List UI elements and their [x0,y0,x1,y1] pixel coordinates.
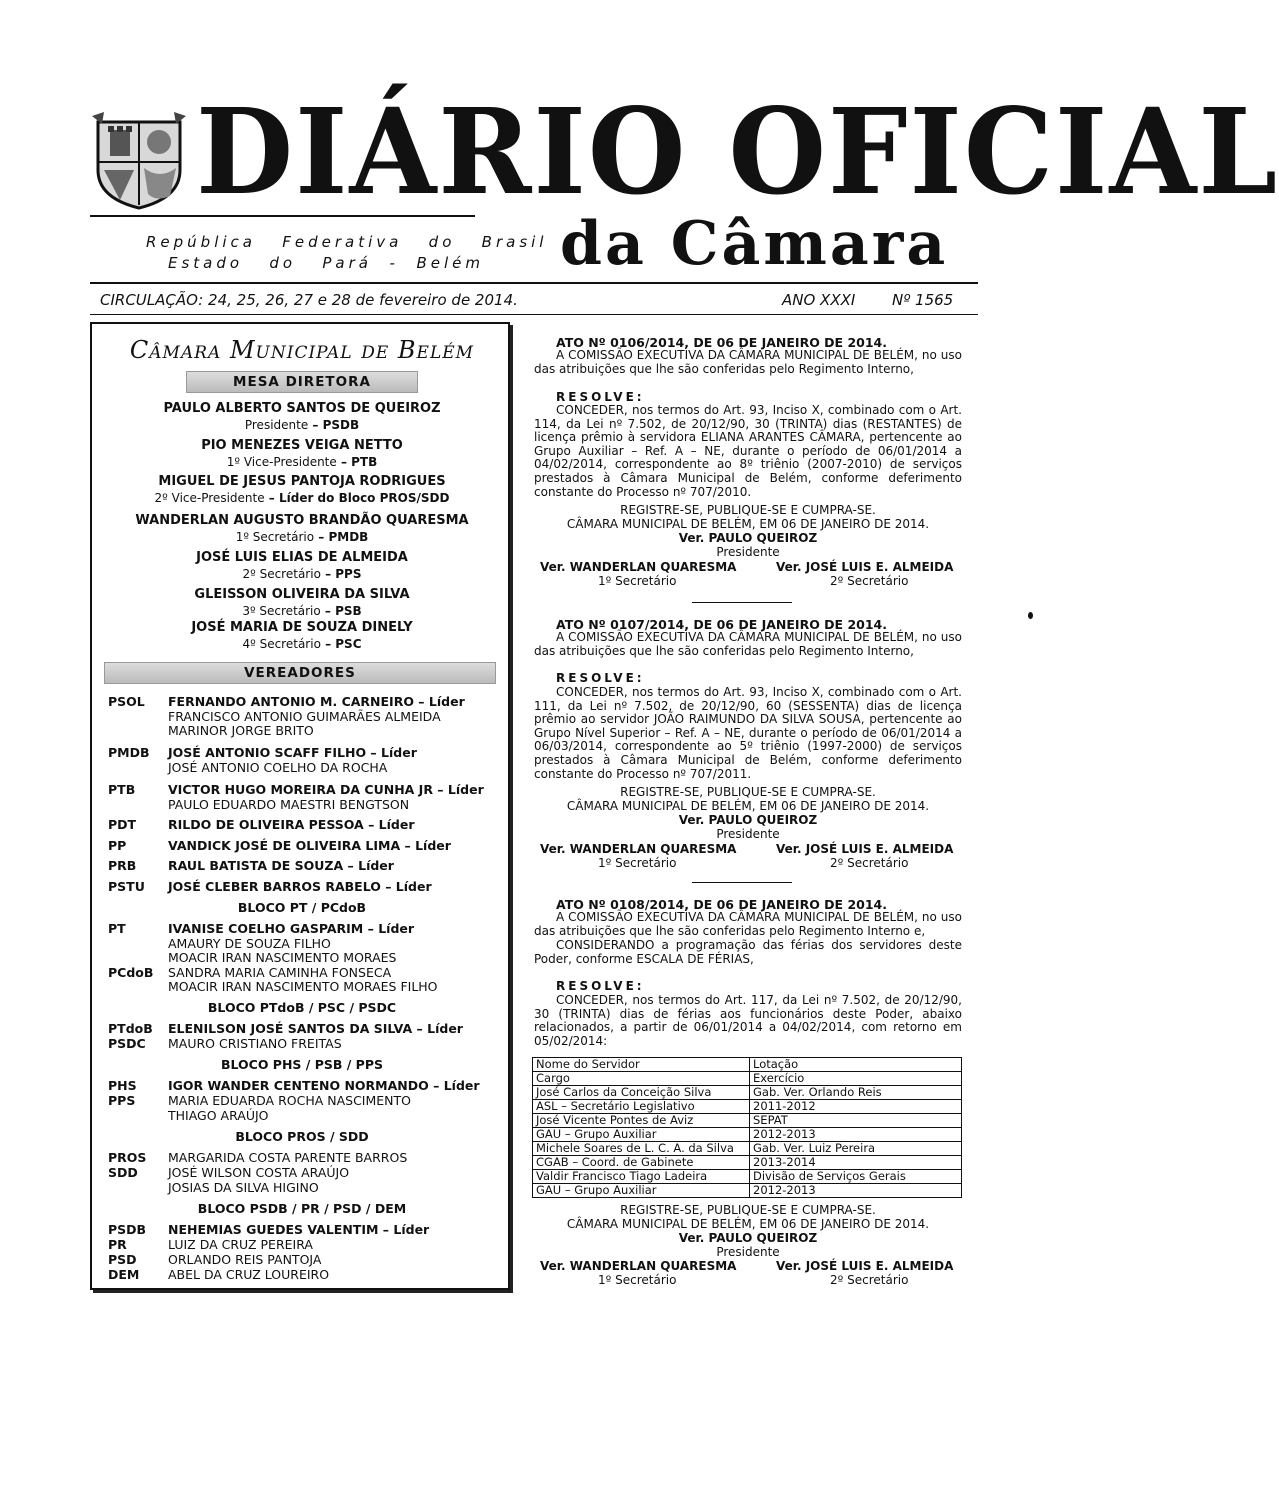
table-row [533,1072,962,1086]
vereador-name: RAUL BATISTA DE SOUZA – Líder [168,858,394,873]
party-abbrev: PSTU [108,879,145,894]
mesa-party: PTB [351,455,378,469]
table-row [533,1128,962,1142]
table-row [533,1142,962,1156]
title-rule [90,215,475,217]
ato-0108-date: CÂMARA MUNICIPAL DE BELÉM, EM 06 DE JANEIRO DE 2014. [566,1217,930,1231]
mesa-party: PPS [335,567,362,581]
newspaper-subtitle: da Câmara [560,209,949,279]
ato-0106-registre: REGISTRE-SE, PUBLIQUE-SE E CUMPRA-SE. [620,503,876,517]
mesa-member-name: PIO MENEZES VEIGA NETTO [201,438,403,453]
edition-year: ANO XXXI [782,291,856,309]
vereador-name: AMAURY DE SOUZA FILHO [168,936,331,951]
ato-0108-registre: REGISTRE-SE, PUBLIQUE-SE E CUMPRA-SE. [620,1203,876,1217]
table-row [533,1086,962,1100]
table-row [533,1114,962,1128]
party-abbrev: PHS [108,1078,137,1093]
ferias-table [532,1057,962,1198]
party-abbrev: PROS [108,1150,147,1165]
mesa-role-text: 1º Vice-Presidente [226,455,337,469]
header-rule [90,282,978,284]
ato-0106-sec2-role: 2º Secretário [830,574,909,588]
party-abbrev: PRB [108,858,137,873]
table-cell: 2012-2013 [750,1128,962,1142]
table-row [533,1156,962,1170]
separator [692,602,792,603]
vereador-name: MARGARIDA COSTA PARENTE BARROS [168,1150,408,1165]
vereador-name: MOACIR IRAN NASCIMENTO MORAES [168,950,397,965]
table-row [533,1100,962,1114]
party-abbrev: PT [108,921,126,936]
republica-line: República Federativa do Brasil [146,233,548,251]
mesa-role-text: 1º Secretário [235,530,315,544]
table-row [533,1170,962,1184]
table-cell: Divisão de Serviços Gerais [750,1170,962,1184]
table-cell: SEPAT [750,1114,962,1128]
vereador-name: NEHEMIAS GUEDES VALENTIM – Líder [168,1222,430,1237]
table-cell: Lotação [750,1058,962,1072]
vereador-name: MARINOR JORGE BRITO [168,723,314,738]
party-abbrev: PSDB [108,1222,147,1237]
ato-0107-date: CÂMARA MUNICIPAL DE BELÉM, EM 06 DE JANEIRO DE 2014. [566,799,930,813]
party-abbrev: PR [108,1237,127,1252]
party-abbrev: PPS [108,1093,136,1108]
table-row [533,1058,962,1072]
ato-0107-president: Ver. PAULO QUEIROZ [678,813,818,827]
ato-0108-sec1-role: 1º Secretário [598,1273,677,1287]
ato-0108-title: ATO Nº 0108/2014, DE 06 DE JANEIRO DE 2014. [556,897,887,912]
vereadores-heading: VEREADORES [104,662,496,684]
ato-0106-sec2: Ver. JOSÉ LUIS E. ALMEIDA [776,560,954,574]
table-cell: GAU – Grupo Auxiliar [533,1128,750,1142]
mesa-member-role: 1º Secretário – PMDB [235,530,369,544]
ato-0108-intro: A COMISSÃO EXECUTIVA DA CÂMARA MUNICIPAL DE BELÉM, no uso das atribuições que lhe são conferidas pelo Regimento Interno e, [534,910,962,938]
table-cell: José Vicente Pontes de Aviz [533,1114,750,1128]
party-abbrev: PMDB [108,745,150,760]
vereador-name: JOSÉ ANTONIO SCAFF FILHO – Líder [168,745,417,760]
bloco-heading: BLOCO PTdoB / PSC / PSDC [207,1000,397,1015]
table-cell: Gab. Ver. Orlando Reis [750,1086,962,1100]
ato-0106-sec1-role: 1º Secretário [598,574,677,588]
newspaper-title: DIÁRIO OFICIAL [196,83,1279,222]
mesa-member-role: 4º Secretário – PSC [242,637,362,651]
vereador-name: MOACIR IRAN NASCIMENTO MORAES FILHO [168,979,438,994]
vereador-name: THIAGO ARAÚJO [168,1108,269,1123]
ato-0106-body: CONCEDER, nos termos do Art. 93, Inciso X, combinado com o Art. 114, da Lei nº 7.502, de 20/12/90, 30 (TRINTA) dias (RESTANTES) de licença prêmio à servidora ELIANA ARANTES CÂMARA, pertencente ao Grupo Auxiliar – Ref. A – NE, durante o período de 06/01/2014 a 04/02/2014, correspondente ao 8º triênio (2007-2010) de serviços prestados à Câmara Municipal de Belém, conforme deferimento constante do Processo nº 707/2010. [534,403,962,499]
edition-number: Nº 1565 [892,291,954,309]
party-abbrev: PSDC [108,1036,146,1051]
separator [692,882,792,883]
mesa-member-name: PAULO ALBERTO SANTOS DE QUEIROZ [163,401,441,416]
vereador-name: RILDO DE OLIVEIRA PESSOA – Líder [168,817,415,832]
bloco-heading: BLOCO PSDB / PR / PSD / DEM [197,1201,407,1216]
mesa-party: PSB [335,604,362,618]
vereador-name: MARIA EDUARDA ROCHA NASCIMENTO [168,1093,412,1108]
vereador-name: FERNANDO ANTONIO M. CARNEIRO – Líder [168,694,465,709]
mesa-member-role: 2º Vice-Presidente – Líder do Bloco PROS/SDD [154,491,450,505]
party-abbrev: PSOL [108,694,145,709]
vereador-name: VANDICK JOSÉ DE OLIVEIRA LIMA – Líder [168,838,451,853]
camara-heading: Câmara Municipal de Belém [129,336,475,364]
vereador-name: IVANISE COELHO GASPARIM – Líder [168,921,415,936]
ato-0107-body: CONCEDER, nos termos do Art. 93, Inciso X, combinado com o Art. 111, da Lei nº 7.502, de 20/12/90, 60 (SESSENTA) dias de licença prêmio ao servidor JOÃO RAIMUNDO DA SILVA SOUSA, pertencente ao Grupo Nível Superior – Ref. A – NE, durante o período de 06/01/2014 a 06/03/2014, correspondente ao 5º triênio (1997-2000) de serviços prestados à Câmara Municipal de Belém, conforme deferimento constante do Processo nº 707/2011. [534,685,962,781]
mesa-role-text: Presidente [244,418,309,432]
mesa-member-role: 2º Secretário – PPS [242,567,362,581]
party-abbrev: PP [108,838,127,853]
mesa-member-role: Presidente – PSDB [244,418,360,432]
ato-0107-intro: A COMISSÃO EXECUTIVA DA CÂMARA MUNICIPAL DE BELÉM, no uso das atribuições que lhe são conferidas pelo Regimento Interno, [534,630,962,658]
ato-0107-sec2: Ver. JOSÉ LUIS E. ALMEIDA [776,842,954,856]
ato-0108-considerando: CONSIDERANDO a programação das férias dos servidores deste Poder, conforme ESCALA DE FÉRIAS, [534,938,962,966]
mesa-member-role: 1º Vice-Presidente – PTB [226,455,378,469]
table-cell: Michele Soares de L. C. A. da Silva [533,1142,750,1156]
vereador-name: FRANCISCO ANTONIO GUIMARÃES ALMEIDA [168,709,441,724]
table-cell: GAU – Grupo Auxiliar [533,1184,750,1198]
mesa-party: PSC [335,637,362,651]
mesa-role-text: 2º Vice-Presidente [154,491,265,505]
table-cell: Cargo [533,1072,750,1086]
ato-0107-sec1-role: 1º Secretário [598,856,677,870]
table-cell: 2013-2014 [750,1156,962,1170]
ato-0106-president: Ver. PAULO QUEIROZ [678,531,818,545]
ato-0107-president-role: Presidente [716,827,780,841]
circulation-dates: CIRCULAÇÃO: 24, 25, 26, 27 e 28 de fevereiro de 2014. [100,291,518,309]
ato-0108-body: CONCEDER, nos termos do Art. 117, da Lei nº 7.502, de 20/12/90, 30 (TRINTA) dias de férias aos funcionários deste Poder, abaixo relacionados, a partir de 06/01/2014 a 04/02/2014, com retorno em 05/02/2014: [534,993,962,1048]
party-abbrev: SDD [108,1165,138,1180]
ato-0106-president-role: Presidente [716,545,780,559]
mesa-member-name: JOSÉ LUIS ELIAS DE ALMEIDA [196,550,408,565]
bloco-heading: BLOCO PHS / PSB / PPS [220,1057,383,1072]
ato-0107-sec1: Ver. WANDERLAN QUARESMA [540,842,737,856]
ato-0106-sec1: Ver. WANDERLAN QUARESMA [540,560,737,574]
party-abbrev: DEM [108,1267,140,1282]
ato-0107-title: ATO Nº 0107/2014, DE 06 DE JANEIRO DE 2014. [556,617,887,632]
table-cell: 2012-2013 [750,1184,962,1198]
bloco-heading: BLOCO PROS / SDD [235,1129,369,1144]
table-row [533,1184,962,1198]
table-cell: 2011-2012 [750,1100,962,1114]
party-abbrev: PTB [108,782,136,797]
ato-0107-sec2-role: 2º Secretário [830,856,909,870]
vereador-name: JOSIAS DA SILVA HIGINO [168,1180,319,1195]
vereador-name: VICTOR HUGO MOREIRA DA CUNHA JR – Líder [168,782,484,797]
ato-0107-registre: REGISTRE-SE, PUBLIQUE-SE E CUMPRA-SE. [620,785,876,799]
mesa-party: Líder do Bloco PROS/SDD [278,491,450,505]
ato-0108-sec1: Ver. WANDERLAN QUARESMA [540,1259,737,1273]
table-cell: Exercício [750,1072,962,1086]
mesa-role-text: 3º Secretário [242,604,321,618]
vereador-name: JOSÉ CLEBER BARROS RABELO – Líder [168,879,432,894]
ato-0106-date: CÂMARA MUNICIPAL DE BELÉM, EM 06 DE JANEIRO DE 2014. [566,517,930,531]
ato-0106-title: ATO Nº 0106/2014, DE 06 DE JANEIRO DE 2014. [556,335,887,350]
mesa-role-text: 4º Secretário [242,637,321,651]
ato-0108-sec2-role: 2º Secretário [830,1273,909,1287]
table-cell: José Carlos da Conceição Silva [533,1086,750,1100]
ato-0106-resolve: RESOLVE: [556,390,645,404]
vereador-name: ORLANDO REIS PANTOJA [168,1252,322,1267]
mesa-role-text: 2º Secretário [242,567,321,581]
table-cell: Gab. Ver. Luiz Pereira [750,1142,962,1156]
mesa-diretora-heading: MESA DIRETORA [186,371,418,393]
mesa-party: PMDB [328,530,369,544]
vereador-name: ELENILSON JOSÉ SANTOS DA SILVA – Líder [168,1021,463,1036]
mesa-member-name: JOSÉ MARIA DE SOUZA DINELY [191,620,413,635]
mesa-member-role: 3º Secretário – PSB [242,604,362,618]
scan-speck [1028,612,1033,619]
vereador-name: JOSÉ ANTONIO COELHO DA ROCHA [168,760,388,775]
vereador-name: JOSÉ WILSON COSTA ARAÚJO [168,1165,350,1180]
vereador-name: IGOR WANDER CENTENO NORMANDO – Líder [168,1078,480,1093]
estado-line: Estado do Pará - Belém [168,254,484,272]
vereador-name: MAURO CRISTIANO FREITAS [168,1036,342,1051]
vereador-name: SANDRA MARIA CAMINHA FONSECA [168,965,392,980]
party-abbrev: PDT [108,817,137,832]
mesa-member-name: GLEISSON OLIVEIRA DA SILVA [194,587,410,602]
table-cell: ASL – Secretário Legislativo [533,1100,750,1114]
table-cell: CGAB – Coord. de Gabinete [533,1156,750,1170]
bloco-heading: BLOCO PT / PCdoB [237,900,367,915]
mesa-member-name: MIGUEL DE JESUS PANTOJA RODRIGUES [158,474,446,489]
party-abbrev: PCdoB [108,965,154,980]
ato-0107-resolve: RESOLVE: [556,671,645,685]
ato-0108-president-role: Presidente [716,1245,780,1259]
mesa-member-name: WANDERLAN AUGUSTO BRANDÃO QUARESMA [135,513,469,528]
table-cell: Nome do Servidor [533,1058,750,1072]
vereador-name: ABEL DA CRUZ LOUREIRO [168,1267,330,1282]
mesa-party: PSDB [322,418,360,432]
party-abbrev: PSD [108,1252,137,1267]
vereador-name: PAULO EDUARDO MAESTRI BENGTSON [168,797,410,812]
ato-0108-president: Ver. PAULO QUEIROZ [678,1231,818,1245]
circulation-rule [90,314,978,315]
vereador-name: LUIZ DA CRUZ PEREIRA [168,1237,313,1252]
table-cell: Valdir Francisco Tiago Ladeira [533,1170,750,1184]
coat-of-arms-logo [90,110,188,210]
party-abbrev: PTdoB [108,1021,153,1036]
ato-0108-resolve: RESOLVE: [556,979,645,993]
ato-0108-sec2: Ver. JOSÉ LUIS E. ALMEIDA [776,1259,954,1273]
ato-0106-intro: A COMISSÃO EXECUTIVA DA CÂMARA MUNICIPAL DE BELÉM, no uso das atribuições que lhe são conferidas pelo Regimento Interno, [534,348,962,376]
